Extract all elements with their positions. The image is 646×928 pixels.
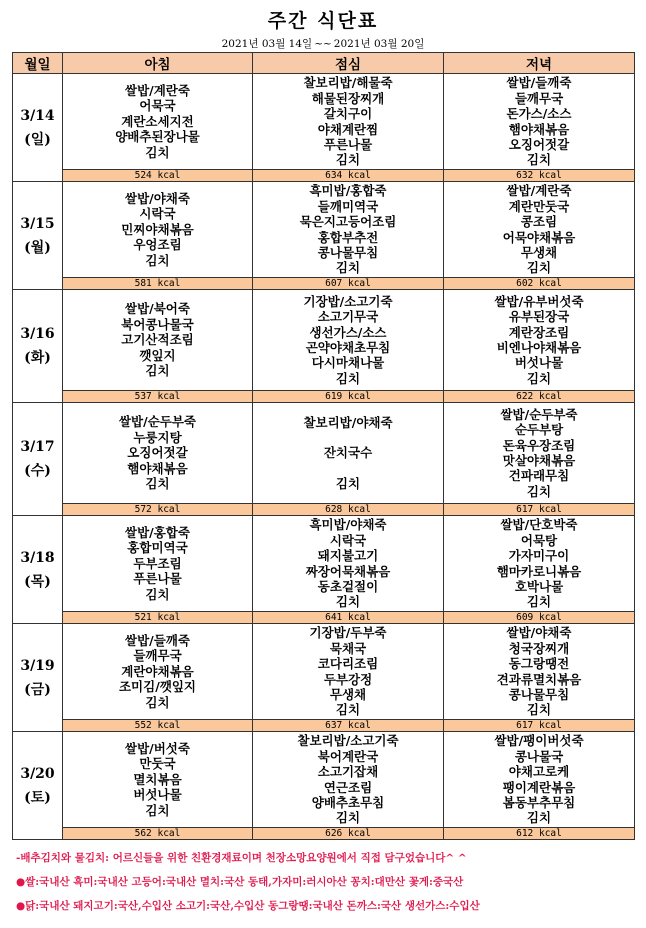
day-weekday: (토): [24, 789, 51, 806]
day-date: 3/16: [20, 326, 55, 342]
dinner-kcal: 602 kcal: [444, 278, 635, 290]
menu-item: 햄마카로니볶음: [496, 563, 582, 579]
lunch-kcal: 626 kcal: [253, 828, 444, 840]
menu-body: [13, 74, 635, 840]
menu-item: 생선가스/소스: [309, 324, 387, 340]
kcal-row: [13, 278, 635, 290]
menu-item: 봄동부추무침: [502, 794, 576, 810]
menu-item: 김치: [335, 152, 361, 168]
breakfast-kcal: 552 kcal: [63, 720, 253, 732]
lunch-menu-cell: [253, 516, 444, 612]
day-cell: [13, 290, 63, 403]
breakfast-menu-cell: [63, 182, 253, 278]
menu-item: 찰보리밥/야채죽: [303, 414, 393, 430]
menu-item: 김치: [526, 152, 552, 168]
menu-item: 조미김/깻잎지: [118, 679, 197, 695]
menu-item: 우엉조림: [133, 237, 182, 253]
kcal-row: [13, 170, 635, 182]
menu-item: 기장밥/두부죽: [309, 625, 387, 641]
breakfast-menu-cell: [63, 74, 253, 170]
menu-item: 무생채: [520, 244, 558, 260]
lunch-kcal: 634 kcal: [253, 170, 444, 182]
menu-item: 콩조림: [520, 214, 558, 230]
menu-item: 무생채: [329, 686, 367, 702]
dinner-kcal: 609 kcal: [444, 612, 635, 624]
menu-item: 김치: [526, 370, 552, 386]
dinner-menu-cell: [444, 732, 635, 828]
menu-item: 깻잎지: [139, 347, 176, 363]
breakfast-kcal: 562 kcal: [63, 828, 253, 840]
menu-item: 계란만둣국: [508, 198, 570, 214]
dinner-kcal: 617 kcal: [444, 720, 635, 732]
menu-item: 홍합부추전: [317, 229, 379, 245]
day-row: [13, 732, 635, 828]
menu-item: 쌀밥/계란죽: [125, 82, 190, 98]
menu-item: 양배추초무침: [311, 794, 385, 810]
menu-item: 들깨무국: [514, 90, 564, 106]
menu-item: 묵은지고등어조림: [299, 214, 397, 230]
day-row: [13, 290, 635, 391]
day-row: [13, 403, 635, 504]
menu-item: 쌀밥/순두부죽: [118, 414, 197, 430]
menu-item: 김치: [145, 802, 170, 818]
day-date: 3/15: [20, 215, 55, 232]
menu-item: 청국장찌개: [508, 640, 570, 656]
menu-item: 쌀밥/홍합죽: [125, 524, 190, 540]
lunch-menu-cell: [253, 74, 444, 170]
menu-item: 돈가스/소스: [506, 106, 572, 122]
menu-item: 팽이계란볶음: [502, 779, 576, 795]
menu-item: 김치: [335, 702, 361, 718]
menu-item: 쌀밥/단호박죽: [500, 517, 578, 533]
menu-item: 야채계란찜: [317, 121, 379, 137]
menu-item: 민찌야채볶음: [121, 221, 194, 237]
menu-item: 해물된장찌개: [311, 90, 385, 106]
menu-item: 쌀밥/북어죽: [125, 301, 190, 317]
menu-item: 건파래무침: [508, 468, 570, 484]
date-range-separator: ~~: [314, 38, 332, 50]
menu-item: 콩나물국: [514, 748, 564, 764]
kcal-row: [13, 828, 635, 840]
menu-item: 김치: [145, 144, 170, 160]
date-range: [0, 36, 646, 51]
menu-item: 돈육우장조림: [502, 437, 576, 453]
day-cell: [13, 403, 63, 516]
menu-item: 북어계란국: [317, 748, 379, 764]
lunch-menu-cell: [253, 624, 444, 720]
menu-item: 콩나물무침: [508, 686, 570, 702]
dinner-kcal: 612 kcal: [444, 828, 635, 840]
menu-item: 야채고로케: [508, 764, 570, 780]
breakfast-kcal: 581 kcal: [63, 278, 253, 290]
menu-item: 두부조림: [133, 555, 182, 571]
breakfast-menu-cell: [63, 624, 253, 720]
day-cell: [13, 624, 63, 732]
menu-item: 김치: [526, 810, 552, 826]
menu-item: 푸른나물: [133, 571, 182, 587]
menu-item: 순두부탕: [514, 422, 564, 438]
breakfast-menu-cell: [63, 732, 253, 828]
menu-item: 짜장어묵채볶음: [305, 563, 391, 579]
breakfast-menu-cell: [63, 290, 253, 391]
day-weekday: (목): [24, 573, 51, 590]
header-day: 월일: [13, 53, 63, 74]
dinner-menu-cell: [444, 624, 635, 720]
dinner-menu-cell: [444, 516, 635, 612]
day-cell: [13, 74, 63, 182]
menu-item: 누룽지탕: [133, 429, 182, 445]
day-cell: [13, 182, 63, 290]
dinner-menu-cell: [444, 182, 635, 278]
menu-item: 북어콩나물국: [121, 316, 194, 332]
menu-item: 김치: [335, 476, 361, 492]
dinner-menu-cell: [444, 290, 635, 391]
notes: [16, 847, 636, 919]
day-row: [13, 182, 635, 278]
menu-item: 견과류멸치볶음: [496, 671, 582, 687]
menu-item: 계란장조림: [508, 324, 570, 340]
day-weekday: (일): [24, 131, 51, 148]
day-date: 3/17: [20, 439, 55, 455]
day-row: [13, 74, 635, 170]
menu-item: 찰보리밥/소고기죽: [297, 733, 399, 749]
menu-item: 멸치볶음: [133, 771, 182, 787]
kcal-row: [13, 504, 635, 516]
lunch-kcal: 637 kcal: [253, 720, 444, 732]
menu-item: 김치: [335, 810, 361, 826]
day-date: 3/20: [20, 765, 55, 782]
menu-item: 쌀밥/야채죽: [506, 625, 572, 641]
menu-item: 가자미구이: [508, 548, 570, 564]
menu-item: 버섯나물: [133, 787, 182, 803]
menu-item: 찰보리밥/해물죽: [303, 75, 393, 91]
menu-item: 곤약야채초무침: [305, 340, 391, 355]
note-origin-2: ●닭:국내산 돼지고기:국산,수입산 소고기:국산,수입산 동그랑땡:국내산 돈까스:국산 생선가스:수입산: [16, 900, 480, 912]
lunch-kcal: 607 kcal: [253, 278, 444, 290]
menu-item: 동그랑땡전: [508, 656, 570, 672]
lunch-kcal: 628 kcal: [253, 504, 444, 516]
menu-item: 김치: [145, 252, 170, 268]
menu-item: [253, 461, 443, 476]
menu-item: 버섯나물: [514, 355, 564, 371]
note-kimchi: -배추김치와 물김치: 어르신들을 위한 친환경재료이며 천장소망요양원에서 직접 담구었습니다^ ^: [16, 852, 467, 864]
menu-item: 두부강정: [323, 671, 373, 687]
kcal-row: [13, 391, 635, 403]
menu-item: 햄야채볶음: [508, 121, 570, 137]
day-date: 3/14: [20, 107, 55, 124]
date-range-end: 2021년 03월 20일: [333, 38, 425, 50]
day-cell: [13, 732, 63, 840]
menu-item: 들깨무국: [133, 648, 182, 664]
menu-item: 들깨미역국: [317, 198, 379, 214]
lunch-menu-cell: [253, 182, 444, 278]
note-origin-1: ●쌀:국내산 흑미:국내산 고등어:국내산 멸치:국산 동태,가자미:러시아산 꽁치:대만산 꽃게:중국산: [16, 876, 464, 888]
menu-item: [253, 430, 443, 445]
menu-item: 김치: [335, 594, 361, 610]
menu-item: 계란야채볶음: [121, 663, 194, 679]
menu-item: 콩나물무침: [317, 244, 379, 260]
dinner-menu-cell: [444, 403, 635, 504]
menu-item: 흑미밥/홍합죽: [309, 183, 387, 199]
breakfast-kcal: 572 kcal: [63, 504, 253, 516]
menu-item: 맛살야채볶음: [502, 453, 576, 468]
breakfast-menu-cell: [63, 516, 253, 612]
menu-item: 어묵국: [139, 98, 176, 114]
day-weekday: (수): [24, 463, 51, 479]
lunch-kcal: 641 kcal: [253, 612, 444, 624]
breakfast-kcal: 524 kcal: [63, 170, 253, 182]
menu-item: 햄야채볶음: [127, 460, 188, 476]
menu-item: 동초겉절이: [317, 578, 379, 594]
menu-item: 김치: [526, 483, 552, 499]
menu-item: 묵채국: [329, 640, 367, 656]
menu-item: 코다리조림: [317, 656, 379, 672]
breakfast-kcal: 521 kcal: [63, 612, 253, 624]
menu-item: 김치: [526, 260, 552, 276]
menu-item: 고기산적조림: [121, 332, 194, 348]
menu-item: 오징어젓갈: [127, 445, 188, 461]
menu-item: 김치: [145, 694, 170, 710]
header-row: [13, 53, 635, 74]
day-row: [13, 624, 635, 720]
breakfast-menu-cell: [63, 403, 253, 504]
menu-item: 연근조림: [323, 779, 373, 795]
menu-item: 비엔나야채볶음: [496, 340, 582, 355]
menu-item: 쌀밥/유부버섯죽: [494, 293, 584, 309]
menu-item: 잔치국수: [323, 445, 373, 461]
day-weekday: (화): [24, 350, 51, 366]
day-row: [13, 516, 635, 612]
menu-item: 다시마채나물: [311, 355, 385, 371]
menu-item: 시락국: [329, 532, 367, 548]
day-date: 3/18: [20, 549, 55, 566]
menu-table: [12, 52, 635, 840]
menu-item: 쌀밥/들깨죽: [125, 632, 190, 648]
menu-item: 흑미밥/야채죽: [309, 517, 387, 533]
dinner-kcal: 622 kcal: [444, 391, 635, 403]
kcal-row: [13, 612, 635, 624]
menu-item: 소고기무국: [317, 309, 379, 325]
menu-item: 기장밥/소고기죽: [303, 293, 393, 309]
menu-item: 김치: [526, 594, 552, 610]
menu-item: 오징어젓갈: [508, 136, 570, 152]
menu-item: 김치: [145, 363, 170, 379]
menu-item: 호박나물: [514, 578, 564, 594]
menu-item: 쌀밥/야채죽: [125, 190, 190, 206]
date-range-start: 2021년 03월 14일: [221, 38, 313, 50]
dinner-kcal: 632 kcal: [444, 170, 635, 182]
breakfast-kcal: 537 kcal: [63, 391, 253, 403]
day-cell: [13, 516, 63, 624]
menu-item: 쌀밥/계란죽: [506, 183, 572, 199]
menu-item: 갈치구이: [323, 106, 373, 122]
menu-item: 어묵야채볶음: [502, 229, 576, 245]
menu-item: 양배추된장나물: [115, 129, 200, 145]
menu-item: 쌀밥/팽이버섯죽: [494, 733, 584, 749]
menu-item: 어묵탕: [520, 532, 558, 548]
menu-item: 김치: [335, 370, 361, 386]
menu-item: 김치: [145, 476, 170, 492]
lunch-menu-cell: [253, 403, 444, 504]
menu-item: 쌀밥/순두부죽: [500, 406, 578, 422]
menu-item: 시락국: [139, 206, 176, 222]
dinner-kcal: 617 kcal: [444, 504, 635, 516]
header-breakfast: 아침: [63, 53, 253, 74]
page-title: 주간 식단표: [267, 10, 379, 32]
menu-item: 만둣국: [139, 756, 176, 772]
menu-item: 김치: [145, 586, 170, 602]
menu-item: 계란소세지전: [121, 113, 194, 129]
lunch-menu-cell: [253, 732, 444, 828]
menu-item: 김치: [335, 260, 361, 276]
menu-item: 쌀밥/버섯죽: [125, 740, 190, 756]
day-weekday: (금): [24, 681, 51, 698]
menu-item: 푸른나물: [323, 136, 373, 152]
dinner-menu-cell: [444, 74, 635, 170]
menu-item: 홍합미역국: [127, 540, 188, 556]
header-dinner: 저녁: [444, 53, 635, 74]
menu-item: 쌀밥/들깨죽: [506, 75, 572, 91]
lunch-kcal: 619 kcal: [253, 391, 444, 403]
menu-item: 김치: [526, 702, 552, 718]
header-lunch: 점심: [253, 53, 444, 74]
day-weekday: (월): [24, 239, 51, 256]
menu-item: 소고기잡채: [317, 764, 379, 780]
menu-item: 돼지불고기: [317, 548, 379, 564]
menu-item: 유부된장국: [508, 309, 570, 325]
kcal-row: [13, 720, 635, 732]
lunch-menu-cell: [253, 290, 444, 391]
day-date: 3/19: [20, 657, 55, 674]
